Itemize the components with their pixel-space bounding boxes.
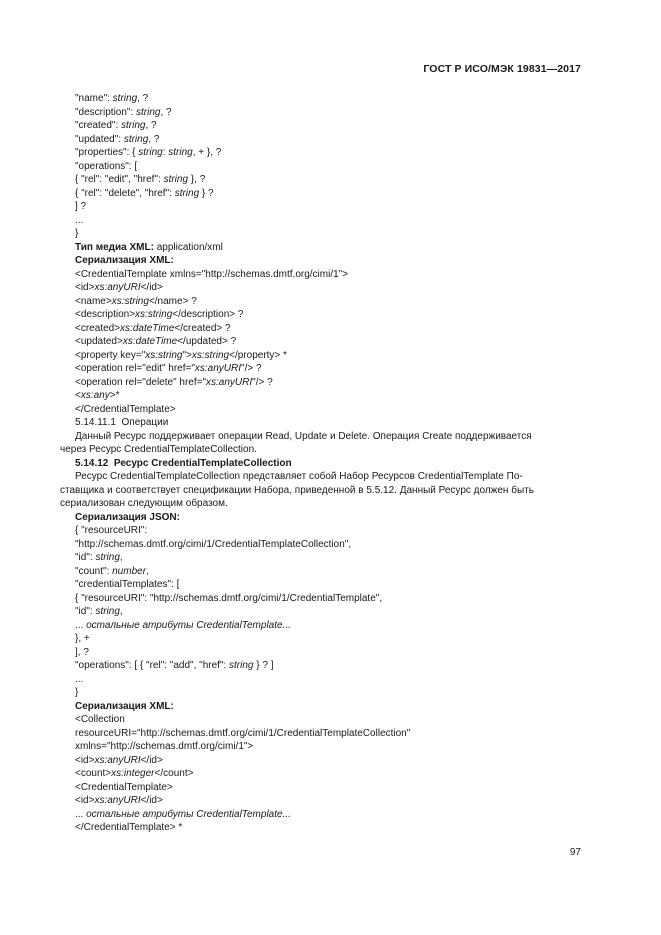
code-line: "updated": string, ?	[75, 133, 160, 145]
xml-media-value: application/xml	[153, 241, 223, 253]
code-line: resourceURI="http://schemas.dmtf.org/cimi/1/CredentialTemplateCollection"	[75, 727, 411, 739]
code-line: xmlns="http://schemas.dmtf.org/cimi/1">	[75, 741, 254, 752]
json-serialization-heading: Сериализация JSON:	[75, 511, 180, 523]
paragraph-operations-line1: Данный Ресурс поддерживает операции Read, Update и Delete. Операция Create поддерживается	[75, 430, 532, 442]
code-line: }	[75, 687, 79, 698]
code-line: "id": string,	[75, 606, 123, 617]
xml-media-type	[75, 241, 223, 255]
code-line: "id": string,	[75, 552, 123, 563]
code-line: "name": string, ?	[75, 93, 149, 104]
code-line: "http://schemas.dmtf.org/cimi/1/CredentialTemplateCollection",	[75, 538, 352, 550]
xml-media-label: Тип медиа XML:	[75, 241, 154, 253]
code-line: "properties": { string: string, + }, ?	[75, 147, 222, 158]
xml-serialization-heading: Сериализация XML:	[75, 255, 174, 266]
code-line: <count>xs:integer</count>	[75, 768, 194, 779]
code-line: <description>xs:string</description> ?	[75, 309, 244, 320]
xml-serialization-heading-2: Сериализация XML:	[75, 700, 174, 712]
code-line: <xs:any>*	[75, 390, 120, 401]
code-line: <name>xs:string</name> ?	[75, 295, 197, 307]
code-line: <id>xs:anyURI</id>	[75, 795, 163, 806]
code-line: <operation rel="delete" href="xs:anyURI"/> ?	[75, 376, 273, 388]
code-line: </CredentialTemplate> *	[75, 822, 183, 833]
code-line: ...	[75, 673, 84, 685]
code-line: <property key="xs:string">xs:string</property> *	[75, 349, 287, 361]
code-line: }, +	[75, 633, 90, 644]
code-line: ], ?	[75, 646, 89, 658]
code-line: "operations": [	[75, 160, 138, 172]
section-heading-51411: 5.14.11.1 Операции	[75, 417, 169, 428]
paragraph-collection-line2: ставщика и соответствует спецификации Набора, приведенной в 5.5.12. Данный Ресурс должен быть	[60, 484, 534, 496]
code-line: <id>xs:anyURI</id>	[75, 282, 163, 293]
section-heading-51412: 5.14.12 Ресурс CredentialTemplateCollection	[75, 457, 292, 469]
code-line: <operation rel="edit" href="xs:anyURI"/> ?	[75, 363, 262, 374]
code-line: "created": string, ?	[75, 120, 157, 131]
code-line: { "resourceURI":	[75, 525, 148, 536]
code-line: <id>xs:anyURI</id>	[75, 754, 163, 766]
code-line: "operations": [ { "rel": "add", "href": string } ? ]	[75, 660, 274, 671]
code-line: <CredentialTemplate>	[75, 781, 173, 793]
standard-header: ГОСТ Р ИСО/МЭК 19831—2017	[423, 63, 581, 75]
paragraph-collection-line3: сериализован следующим образом.	[60, 498, 228, 509]
paragraph-operations-line2: через Ресурс CredentialTemplateCollection.	[60, 444, 257, 455]
code-line: { "rel": "delete", "href": string } ?	[75, 187, 214, 199]
code-line: "description": string, ?	[75, 106, 172, 118]
code-line: <CredentialTemplate xmlns="http://schemas.dmtf.org/cimi/1">	[75, 268, 349, 280]
code-line: ... остальные атрибуты CredentialTemplate...	[75, 619, 291, 631]
code-line: { "resourceURI": "http://schemas.dmtf.org/cimi/1/CredentialTemplate",	[75, 592, 383, 604]
code-line: ... остальные атрибуты CredentialTemplate...	[75, 808, 291, 820]
page-number: 97	[569, 847, 581, 858]
code-line: </CredentialTemplate>	[75, 403, 176, 415]
code-line: ...	[75, 214, 84, 226]
code-line: { "rel": "edit", "href": string }, ?	[75, 174, 206, 185]
code-line: <created>xs:dateTime</created> ?	[75, 322, 231, 334]
paragraph-collection-line1: Ресурс CredentialTemplateCollection представляет собой Набор Ресурсов CredentialTemplate По-	[75, 471, 523, 482]
code-line: }	[75, 228, 79, 239]
code-line: <updated>xs:dateTime</updated> ?	[75, 336, 237, 347]
code-line: "count": number,	[75, 565, 149, 577]
code-line: ] ?	[75, 201, 87, 212]
code-line: "credentialTemplates": [	[75, 579, 180, 590]
code-line: <Collection	[75, 714, 125, 725]
